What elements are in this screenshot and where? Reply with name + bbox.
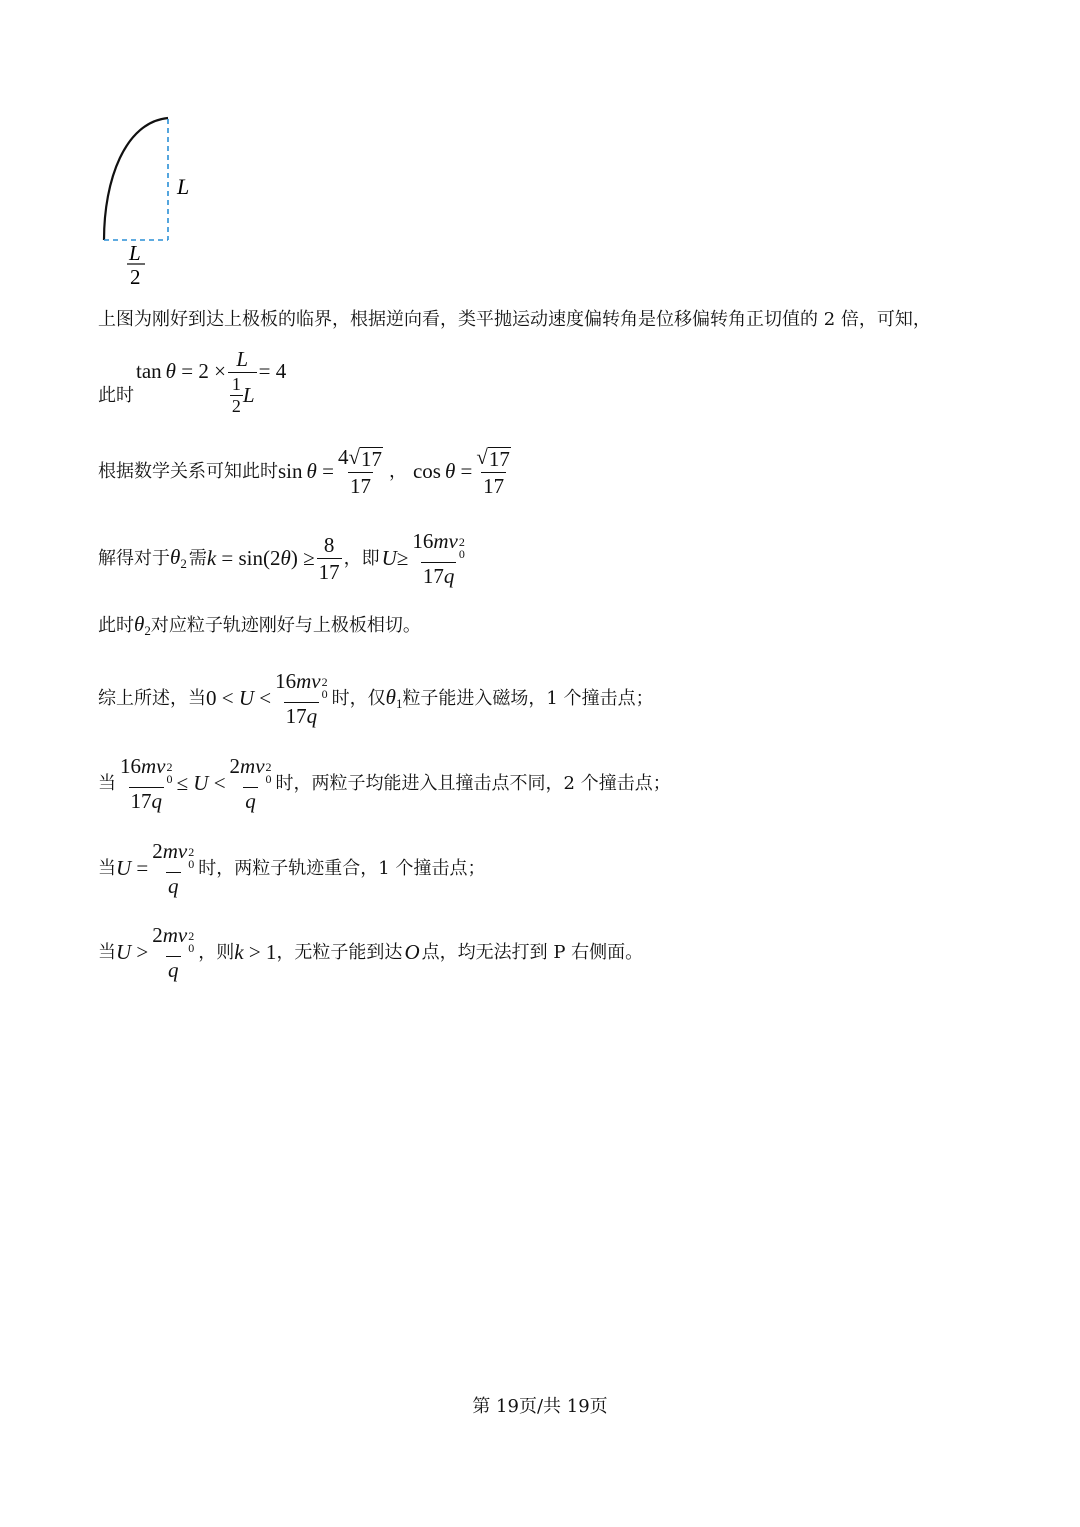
line5-suffix: 对应粒子轨迹刚好与上极板相切。 bbox=[150, 614, 421, 636]
line8-suffix: 时，两粒子轨迹重合，1 个撞击点； bbox=[198, 857, 486, 879]
intro-text: 上图为刚好到达上极板的临界，根据逆向看，类平抛运动速度偏转角是位移偏转角正切值的 2 倍，可知， bbox=[98, 309, 931, 330]
line4-prefix: 解得对于 bbox=[98, 547, 170, 569]
line5-prefix: 此时 bbox=[98, 614, 134, 636]
line7-suffix: 时，两粒子均能进入且撞击点不同，2 个撞击点； bbox=[275, 772, 671, 794]
line3-prefix: 根据数学关系可知此时 bbox=[98, 460, 278, 482]
summary-case-1: 综上所述，当 0 < U < 16mv 2 0 17q 时，仅 $\theta_1$ 粒子能进入磁场，1 个撞击点； bbox=[98, 669, 654, 728]
line9-prefix: 当 bbox=[98, 941, 116, 963]
line6-prefix: 综上所述，当 bbox=[98, 687, 206, 709]
summary-case-2: 当 16mv 2 0 17q ≤ U < 2mv 2 0 q 时，两粒子均能进入且撞击点不同，2 个撞击点； bbox=[98, 754, 671, 813]
text-line-5: 此时 $\theta_2$ 对应粒子轨迹刚好与上极板相切。 bbox=[98, 612, 421, 638]
line6-suffix: 粒子能进入磁场，1 个撞击点； bbox=[402, 687, 654, 709]
equation-k-condition: 解得对于 $\theta_2$ 需 k = sin(2θ) ≥ $\frac{8}{17}$ ，即 U ≥ 16mv 2 0 17q bbox=[98, 529, 465, 588]
line4-mid: 需 bbox=[188, 547, 207, 569]
line9-suffix: 点，均无法打到 P 右侧面。 bbox=[421, 941, 644, 963]
bottom-label-numerator: L bbox=[129, 241, 141, 265]
side-length-label: L bbox=[177, 174, 190, 199]
text-line-1 bbox=[98, 311, 931, 329]
trajectory-curve bbox=[104, 118, 168, 240]
page-footer: 第 19页/共 19页 bbox=[472, 1396, 608, 1417]
line6-mid: 时，仅 bbox=[331, 687, 386, 709]
summary-case-3: 当 U = 2mv 2 0 q 时，两粒子轨迹重合，1 个撞击点； bbox=[98, 839, 486, 898]
trajectory-diagram bbox=[95, 110, 215, 295]
line9-mid2: ，无粒子能到达 bbox=[276, 941, 403, 963]
equation-tan: 此时 tan θ = 2 × L $\frac{1}{2}$ L = 4 bbox=[98, 347, 287, 416]
trajectory-figure bbox=[95, 110, 215, 295]
line7-prefix: 当 bbox=[98, 772, 116, 794]
summary-case-4: 当 U > 2mv 2 0 q ，则 k > 1 ，无粒子能到达 O 点，均无法打到 P 右侧面。 bbox=[98, 923, 644, 982]
line9-mid: ，则 bbox=[198, 941, 235, 963]
equation-sin-cos: 根据数学关系可知此时 sin θ = 4 √ 17 17 ， cos θ = √ 17 17 bbox=[98, 445, 510, 499]
line2-prefix: 此时 bbox=[98, 384, 134, 406]
bottom-label-denominator: 2 bbox=[130, 265, 141, 289]
line8-prefix: 当 bbox=[98, 857, 116, 879]
line4-mid2: ，即 bbox=[343, 547, 380, 569]
